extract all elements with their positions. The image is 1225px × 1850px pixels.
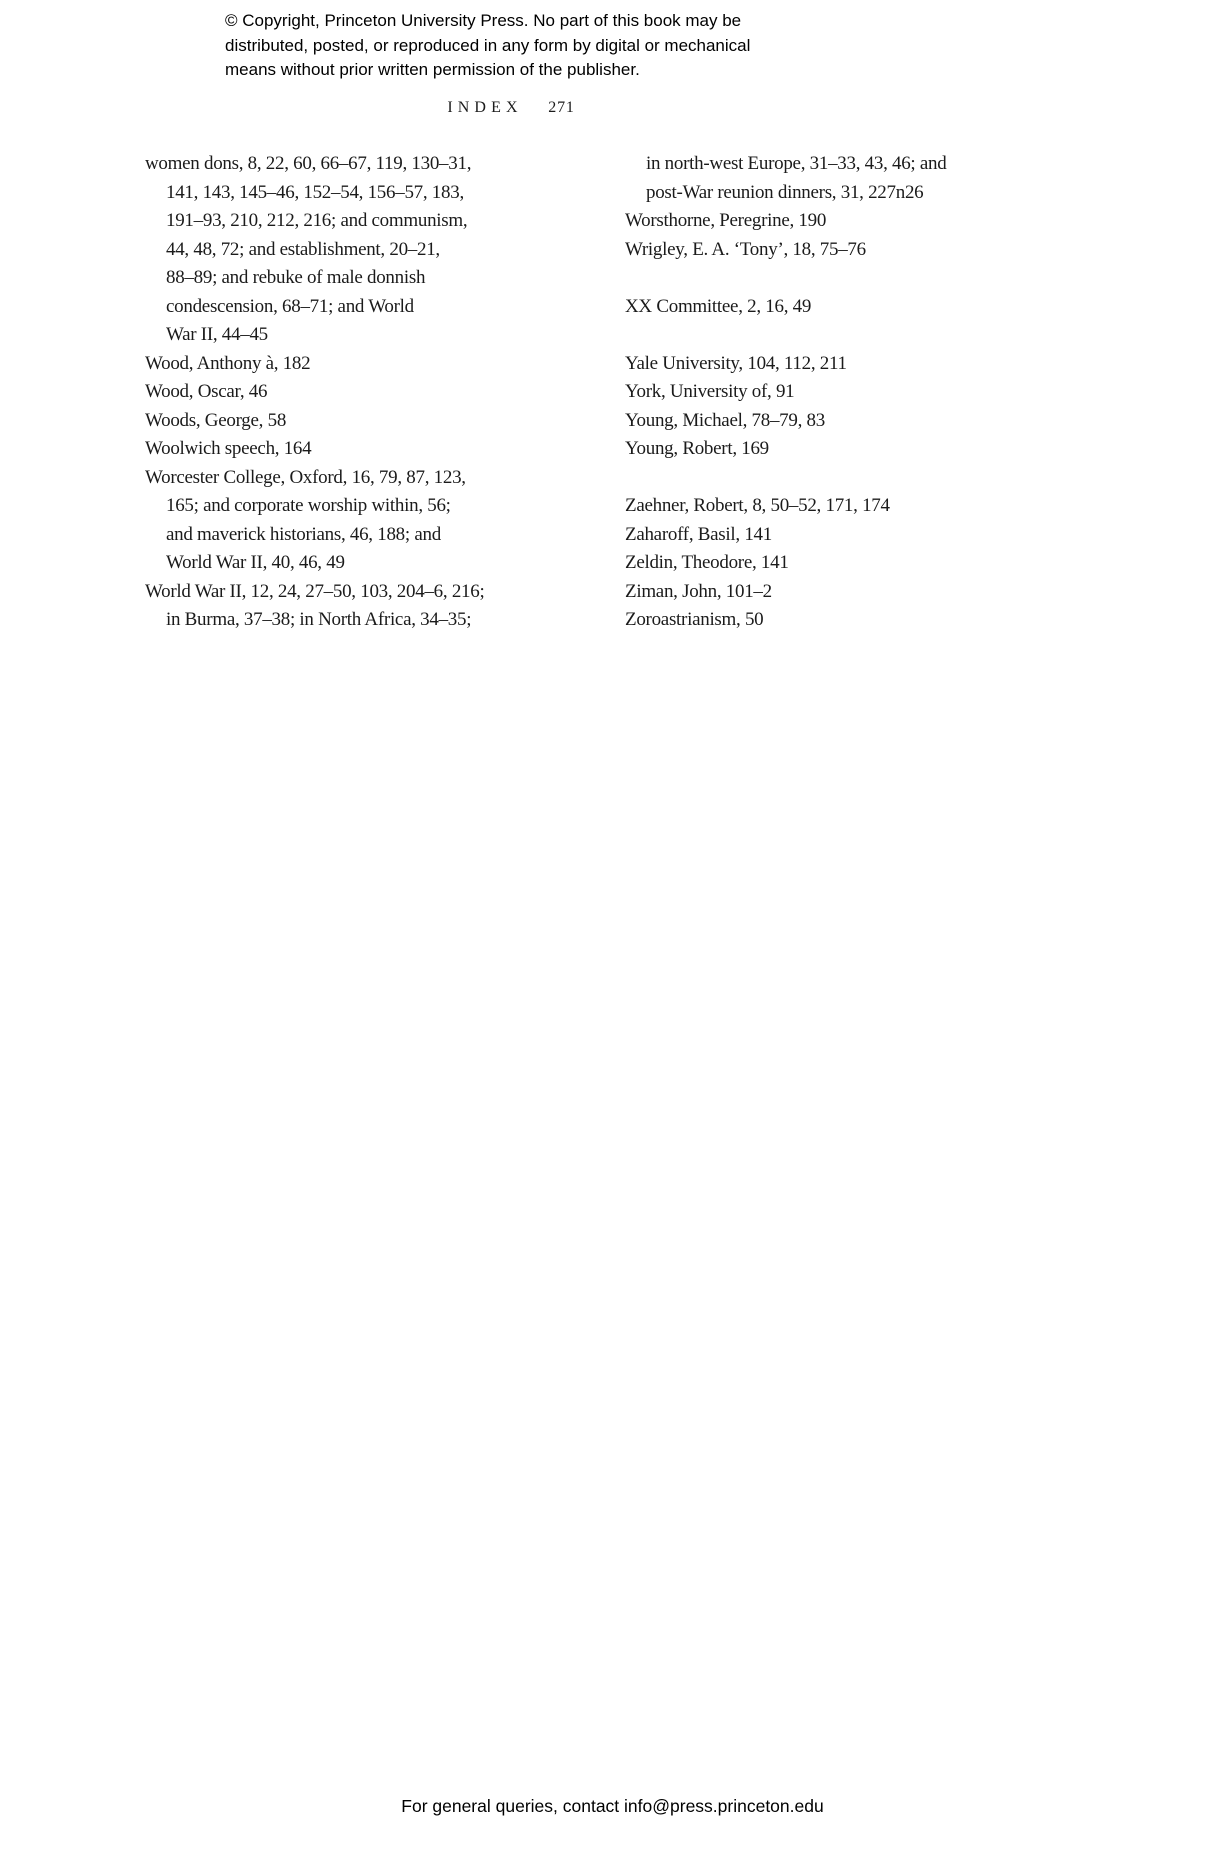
- index-line: 191–93, 210, 212, 216; and communism,: [166, 210, 468, 231]
- index-line: 165; and corporate worship within, 56;: [166, 495, 451, 516]
- index-column-right: [625, 150, 1165, 635]
- index-line: Zaharoff, Basil, 141: [625, 523, 772, 545]
- copyright-notice: [225, 9, 750, 83]
- index-line: Woods, George, 58: [145, 409, 287, 431]
- index-line: condescension, 68–71; and World: [166, 295, 414, 317]
- index-line: women dons, 8, 22, 60, 66–67, 119, 130–31,: [145, 153, 472, 174]
- index-line: Worsthorne, Peregrine, 190: [625, 210, 827, 231]
- index-line: in north-west Europe, 31–33, 43, 46; and: [646, 153, 947, 174]
- index-blank-line: [625, 321, 1165, 350]
- index-blank-line: [625, 264, 1165, 293]
- index-line: and maverick historians, 46, 188; and: [166, 523, 441, 545]
- index-line: World War II, 12, 24, 27–50, 103, 204–6, 216;: [145, 580, 485, 602]
- index-column-left: [145, 150, 620, 635]
- index-line: Ziman, John, 101–2: [625, 580, 772, 602]
- index-line: XX Committee, 2, 16, 49: [625, 295, 812, 317]
- page-header: [0, 99, 1022, 117]
- index-line: Zoroastrianism, 50: [625, 609, 764, 630]
- index-line: Yale University, 104, 112, 211: [625, 352, 847, 374]
- index-line: Wrigley, E. A. ‘Tony’, 18, 75–76: [625, 238, 866, 260]
- index-line: Young, Robert, 169: [625, 438, 769, 459]
- index-line: World War II, 40, 46, 49: [166, 552, 345, 573]
- index-heading: INDEX: [447, 99, 523, 116]
- index-line: 44, 48, 72; and establishment, 20–21,: [166, 238, 440, 260]
- index-line: War II, 44–45: [166, 324, 268, 345]
- index-line: in Burma, 37–38; in North Africa, 34–35;: [166, 609, 472, 630]
- index-line: Worcester College, Oxford, 16, 79, 87, 123,: [145, 466, 466, 488]
- page-number: 271: [548, 99, 575, 116]
- index-line: Wood, Oscar, 46: [145, 381, 268, 402]
- copyright-line: means without prior written permission of the publisher.: [225, 60, 640, 80]
- index-line: 88–89; and rebuke of male donnish: [166, 267, 426, 288]
- index-line: post-War reunion dinners, 31, 227n26: [646, 181, 924, 203]
- index-line: 141, 143, 145–46, 152–54, 156–57, 183,: [166, 181, 464, 203]
- copyright-line: distributed, posted, or reproduced in any form by digital or mechanical: [225, 35, 751, 55]
- index-line: Wood, Anthony à, 182: [145, 352, 311, 374]
- copyright-line: © Copyright, Princeton University Press. No part of this book may be: [225, 11, 742, 30]
- footer-query-note: For general queries, contact info@press.princeton.edu: [401, 1796, 824, 1816]
- index-line: Woolwich speech, 164: [145, 438, 312, 459]
- index-line: Zaehner, Robert, 8, 50–52, 171, 174: [625, 495, 890, 516]
- index-line: Young, Michael, 78–79, 83: [625, 409, 825, 431]
- index-line: York, University of, 91: [625, 381, 795, 402]
- index-line: Zeldin, Theodore, 141: [625, 552, 789, 573]
- index-blank-line: [625, 464, 1165, 493]
